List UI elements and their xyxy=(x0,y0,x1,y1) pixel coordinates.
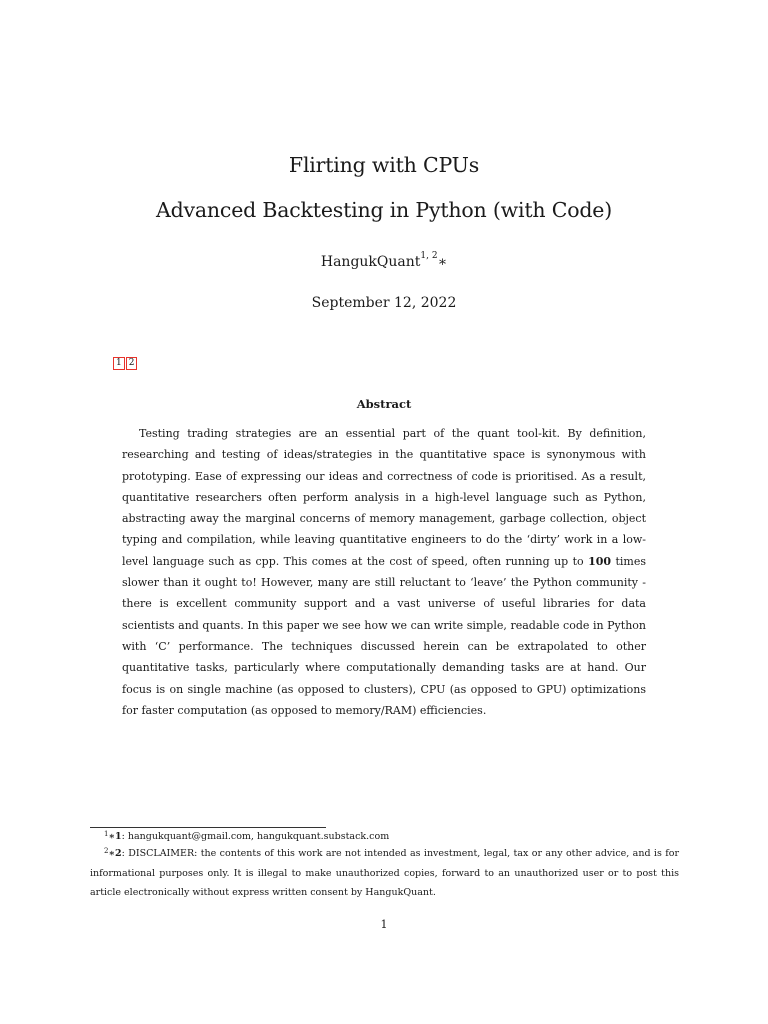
footnote-2-sup: 2 xyxy=(104,847,109,855)
author-line xyxy=(0,251,768,270)
footnote-2 xyxy=(90,844,679,903)
abstract-body xyxy=(122,423,646,721)
footnote-links xyxy=(113,357,137,370)
author-star: ∗ xyxy=(437,254,448,270)
date: September 12, 2022 xyxy=(311,295,457,311)
abstract-heading: Abstract xyxy=(356,397,412,411)
author-sup-numbers: 1, 2 xyxy=(420,251,438,261)
abstract-text-1: Testing trading strategies are an essential part of the quant tool-kit. By definition, researching and testing of ideas/strategies in the quantitative space is synonymous with prototyping. Ease of expressing our ideas and correctness of code is prioritised. As a result, quantitative researchers often perform analysis in a high-level language such as Python, abstracting away the marginal concerns of memory management, garbage collection, object typing and compilation, while leaving quantitative engineers to do the ‘dirty’ work in a low-level language such as cpp. This comes at the cost of speed, often running up to xyxy=(122,427,646,568)
title-line-2: Advanced Backtesting in Python (with Code) xyxy=(156,198,612,222)
footnote-2-text: : DISCLAIMER: the contents of this work are not intended as investment, legal, tax or any other advice, and is for informational purposes only. It is illegal to make unauthorized copies, forward to an unauthorized user or to post this article electronically without express written consent by HangukQuant. xyxy=(90,848,679,898)
footnote-1-sup: 1 xyxy=(104,830,109,838)
footnote-link-1[interactable]: 1 xyxy=(113,357,125,370)
footnote-2-marker: ∗2 xyxy=(108,848,122,859)
author-name: HangukQuant xyxy=(320,254,421,270)
abstract-text-2: times slower than it ought to! However, many are still reluctant to ‘leave’ the Python community - there is excellent community support and a vast universe of useful libraries for data scientists and quants. In this paper we see how we can write simple, readable code in Python with ‘C’ performance. The techniques discussed herein can be extrapolated to other quantitative tasks, particularly where computationally demanding tasks are at hand. Our focus is on single machine (as opposed to clusters), CPU (as opposed to GPU) optimizations for faster computation (as opposed to memory/RAM) efficiencies. xyxy=(122,554,646,717)
footnote-1-text: : hangukquant@gmail.com, hangukquant.substack.com xyxy=(121,831,390,842)
footnote-link-2[interactable]: 2 xyxy=(126,357,138,370)
author-affiliation-sup xyxy=(420,251,437,261)
page-number: 1 xyxy=(380,918,388,931)
title-line-1: Flirting with CPUs xyxy=(288,153,480,177)
footnote-1-marker: ∗1 xyxy=(108,831,122,842)
abstract-bold-number: 100 xyxy=(588,554,612,568)
